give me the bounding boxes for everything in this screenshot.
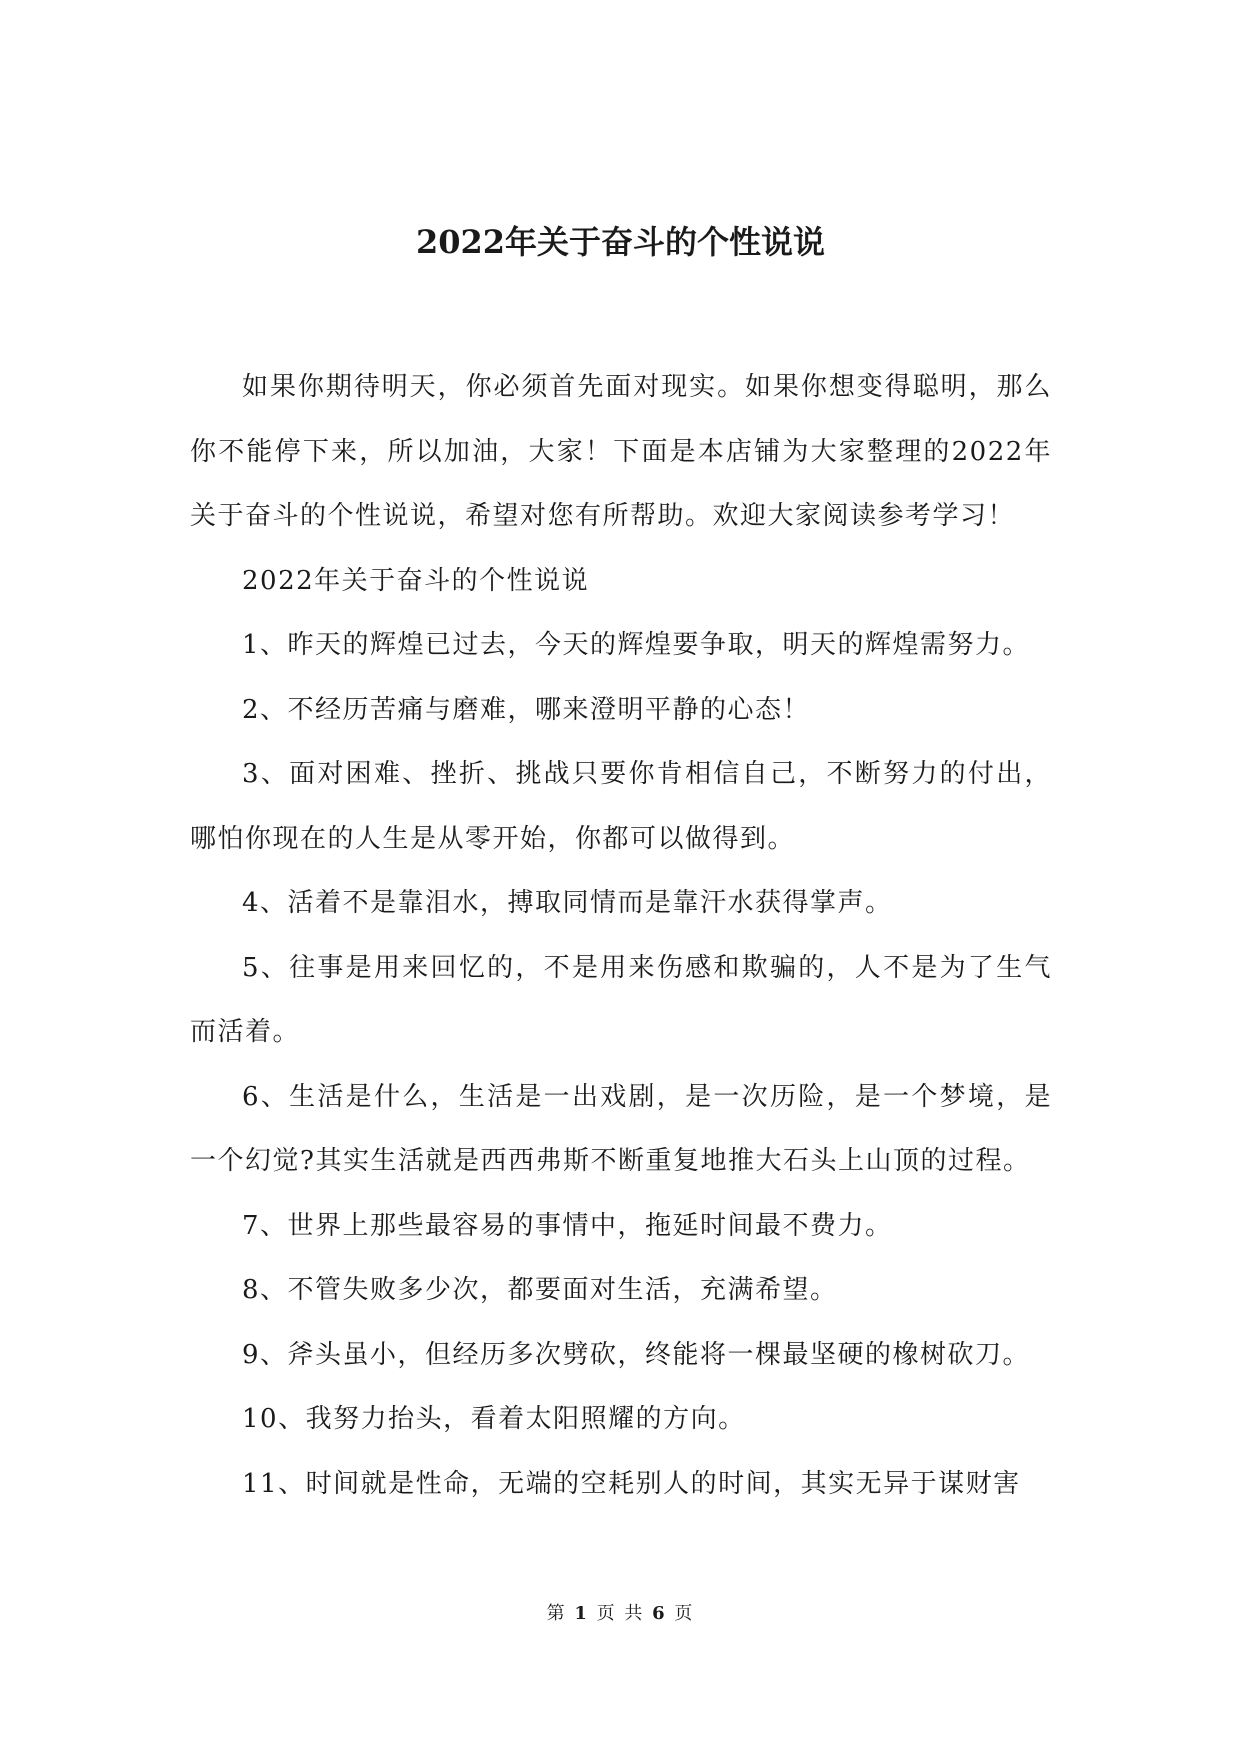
document-body [190, 355, 1052, 1516]
list-item-2: 2、不经历苦痛与磨难，哪来澄明平静的心态！ [242, 694, 811, 725]
intro-paragraph: 如果你期待明天，你必须首先面对现实。如果你想变得聪明，那么你不能停下来，所以加油，大家！下面是本店铺为大家整理的2022年关于奋斗的个性说说，希望对您有所帮助。欢迎大家阅读参考学习！ [190, 372, 1052, 531]
footer-total-pages: 6 [652, 1603, 667, 1624]
list-item-10: 10、我努力抬头，看着太阳照耀的方向。 [242, 1404, 746, 1434]
footer-current-page: 1 [574, 1603, 589, 1624]
list-item-4: 4、活着不是靠泪水，搏取同情而是靠汗水获得掌声。 [242, 888, 893, 918]
section-heading: 2022年关于奋斗的个性说说 [242, 565, 590, 596]
page-footer [0, 1602, 1241, 1626]
footer-prefix: 第 [546, 1603, 567, 1624]
list-item-5: 5、往事是用来回忆的，不是用来伤感和欺骗的，人不是为了生气而活着。 [190, 952, 1052, 1047]
list-item-11: 11、时间就是性命，无端的空耗别人的时间，其实无异于谋财害 [242, 1468, 1021, 1499]
footer-suffix: 页 [674, 1603, 695, 1624]
list-item-7: 7、世界上那些最容易的事情中，拖延时间最不费力。 [242, 1210, 893, 1241]
list-item-6: 6、生活是什么，生活是一出戏剧，是一次历险，是一个梦境，是一个幻觉?其实生活就是西西弗斯不断重复地推大石头上山顶的过程。 [190, 1081, 1052, 1176]
list-item-9: 9、斧头虽小，但经历多次劈砍，终能将一棵最坚硬的橡树砍刀。 [242, 1339, 1031, 1370]
footer-middle: 页 共 [596, 1603, 645, 1624]
list-item-3: 3、面对困难、挫折、挑战只要你肯相信自己，不断努力的付出，哪怕你现在的人生是从零开始，你都可以做得到。 [190, 759, 1052, 854]
list-item-1: 1、昨天的辉煌已过去，今天的辉煌要争取，明天的辉煌需努力。 [242, 630, 1031, 660]
list-item-8: 8、不管失败多少次，都要面对生活，充满希望。 [242, 1275, 838, 1305]
document-title: 2022年关于奋斗的个性说说 [415, 223, 826, 261]
